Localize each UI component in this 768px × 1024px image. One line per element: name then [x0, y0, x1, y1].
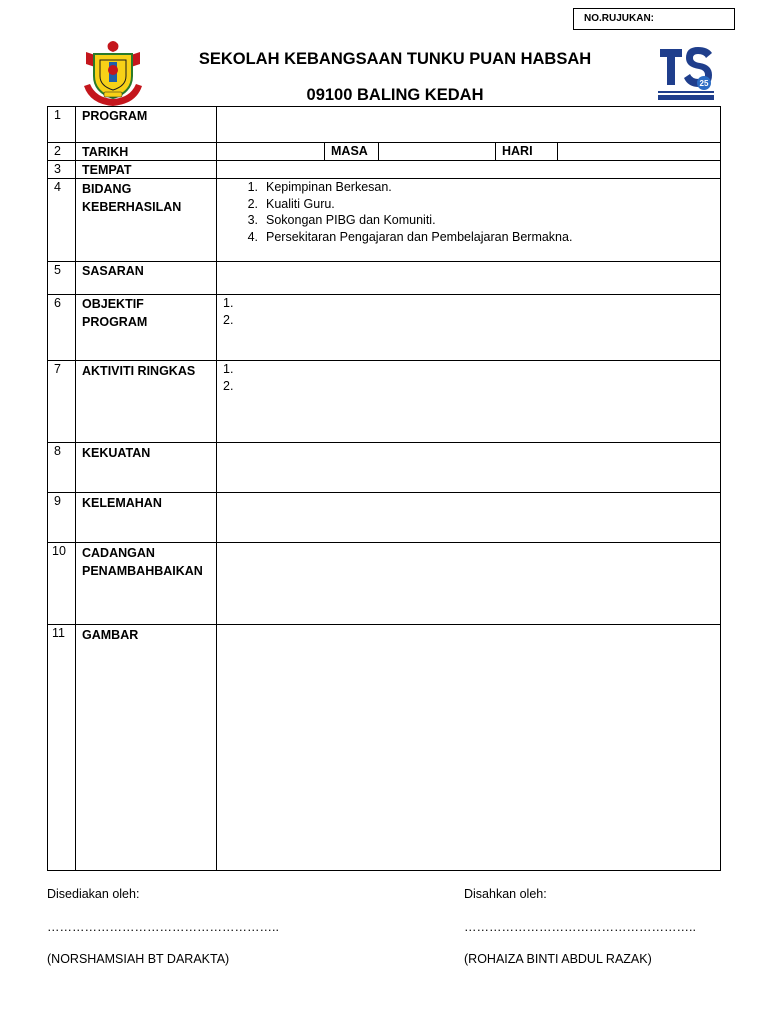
row-label-objektif: OBJEKTIF PROGRAM: [82, 297, 148, 329]
table-bottom-border: [47, 870, 721, 871]
gambar-field[interactable]: [218, 626, 719, 869]
row-label-kekuatan: KEKUATAN: [82, 446, 151, 460]
list-item: 3. Sokongan PIBG dan Komuniti.: [247, 213, 436, 227]
aktiviti-item-1[interactable]: 1.: [223, 362, 234, 376]
aktiviti-item-2[interactable]: 2.: [223, 379, 234, 393]
row-label-kelemahan: KELEMAHAN: [82, 496, 162, 510]
row-number: 7: [54, 362, 61, 376]
kekuatan-field[interactable]: [218, 444, 719, 491]
school-crest-logo: [78, 40, 148, 110]
hari-field[interactable]: [559, 143, 719, 159]
row-label-sasaran: SASARAN: [82, 264, 144, 278]
kelemahan-field[interactable]: [218, 494, 719, 541]
table-top-border: [182, 106, 610, 107]
masa-label-divider: [378, 142, 379, 160]
prepared-by-label: Disediakan oleh:: [47, 887, 140, 901]
row-number: 4: [54, 180, 61, 194]
row-number: 3: [54, 162, 61, 176]
table-border-left: [47, 106, 48, 871]
list-item: 2. Kualiti Guru.: [247, 196, 335, 211]
row-line: [47, 542, 721, 543]
masa-hari-divider: [495, 142, 496, 160]
approved-by-name: (ROHAIZA BINTI ABDUL RAZAK): [464, 952, 652, 966]
table-border-right: [720, 106, 721, 871]
row-number: 2: [54, 144, 61, 158]
objektif-item-1[interactable]: 1.: [223, 296, 234, 310]
row-line: [47, 492, 721, 493]
table-divider-label: [216, 106, 217, 871]
row-line: [47, 442, 721, 443]
row-label-gambar: GAMBAR: [82, 628, 139, 642]
program-field[interactable]: [218, 108, 719, 141]
row-number: 5: [54, 263, 61, 277]
hari-label-divider: [557, 142, 558, 160]
row-label-bidang: BIDANG KEBERHASILAN: [82, 182, 182, 214]
row-line: [47, 624, 721, 625]
prepared-by-name: (NORSHAMSIAH BT DARAKTA): [47, 952, 230, 966]
row-number: 8: [54, 444, 61, 458]
approved-signature-line[interactable]: ………………………………………………..: [464, 920, 696, 934]
school-name: SEKOLAH KEBANGSAAN TUNKU PUAN HABSAH: [198, 50, 592, 68]
tempat-field[interactable]: [218, 161, 719, 177]
masa-field[interactable]: [380, 143, 494, 159]
row-number: 6: [54, 296, 61, 310]
row-label-aktiviti: AKTIVITI RINGKAS: [82, 364, 196, 378]
svg-text:25: 25: [699, 79, 709, 88]
objektif-item-2[interactable]: 2.: [223, 313, 234, 327]
school-address: 09100 BALING KEDAH: [306, 86, 484, 104]
row-label-tarikh: TARIKH: [82, 145, 129, 159]
row-label-program: PROGRAM: [82, 109, 148, 123]
list-item: 4. Persekitaran Pengajaran dan Pembelajaran Bermakna.: [247, 229, 573, 244]
hari-label: HARI: [502, 144, 533, 158]
row-number: 10: [52, 544, 66, 558]
cadangan-field[interactable]: [218, 544, 719, 623]
ts25-logo: [656, 43, 716, 105]
reference-number-box[interactable]: [573, 8, 735, 30]
row-label-tempat: TEMPAT: [82, 163, 132, 177]
sasaran-field[interactable]: [218, 262, 719, 293]
tarikh-field[interactable]: [218, 143, 323, 159]
reference-label: NO.RUJUKAN:: [584, 13, 654, 24]
bidang-keberhasilan-list: [236, 179, 572, 245]
table-divider-num: [75, 106, 76, 871]
row-number: 11: [52, 626, 65, 640]
row-line: [47, 360, 721, 361]
row-number: 9: [54, 494, 61, 508]
row-number: 1: [54, 108, 61, 122]
header-rule-right: [609, 106, 721, 107]
masa-label: MASA: [331, 144, 368, 158]
prepared-signature-line[interactable]: ………………………………………………..: [47, 920, 279, 934]
list-item: 1. Kepimpinan Berkesan.: [247, 180, 392, 194]
row-label-cadangan: CADANGAN PENAMBAHBAIKAN: [82, 546, 203, 578]
approved-by-label: Disahkan oleh:: [464, 887, 547, 901]
tarikh-masa-divider: [324, 142, 325, 160]
